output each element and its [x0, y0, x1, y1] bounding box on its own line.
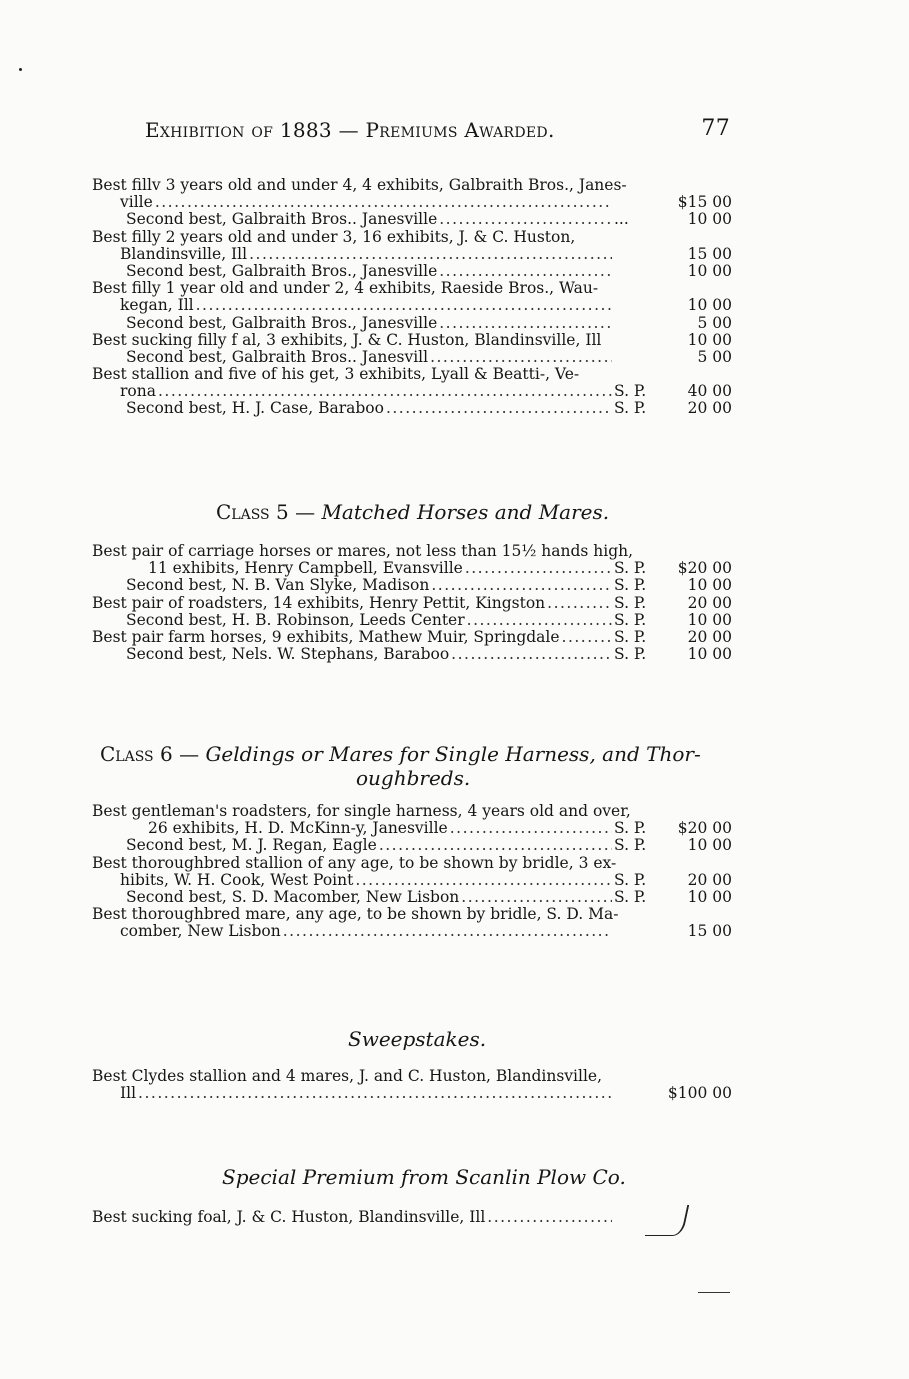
dot-leader: [386, 400, 612, 417]
dot-leader: [431, 577, 612, 594]
premium-entry: [92, 612, 732, 629]
premium-entry: [92, 837, 732, 854]
dot-leader: [451, 646, 612, 663]
dot-leader: [138, 1085, 612, 1102]
premium-entry: [92, 889, 732, 906]
entry-text: Best pair of roadsters, 14 exhibits, Henry Pettit, Kingston: [92, 593, 546, 612]
entry-text: 11 exhibits, Henry Campbell, Evansville: [148, 559, 463, 578]
dot-leader: [155, 194, 612, 211]
sp-marker: S. P.: [614, 836, 647, 855]
footer-rule: [698, 1292, 730, 1293]
premium-amount: 10 00: [687, 576, 732, 595]
entry-continuation-line: [92, 820, 732, 837]
entry-text: Best Clydes stallion and 4 mares, J. and C. Huston, Blandinsville,: [92, 1067, 603, 1085]
dot-leader: [547, 595, 612, 612]
premium-amount: 20 00: [687, 627, 732, 646]
premium-amount: 10 00: [687, 836, 732, 855]
entry-text: Second best, S. D. Macomber, New Lisbon: [126, 887, 460, 906]
class6-title-cont: oughbreds.: [356, 766, 471, 790]
entry-continuation-line: [92, 383, 732, 400]
entry-line: [92, 211, 732, 228]
sp-marker: S. P.: [614, 610, 647, 629]
dot-leader: [467, 612, 612, 629]
premium-amount: 5 00: [697, 313, 732, 332]
entry-line: [92, 612, 732, 629]
premium-entry: [92, 543, 732, 577]
entry-continuation-line: [92, 872, 732, 889]
entry-line: [92, 595, 732, 612]
premium-amount: 20 00: [687, 399, 732, 418]
entry-continuation-line: [92, 246, 732, 263]
premium-amount: 10 00: [687, 887, 732, 906]
premium-entry: [92, 803, 732, 837]
entry-line: [92, 906, 732, 923]
entry-text: Blandinsville, Ill: [120, 244, 248, 263]
sp-marker: S. P.: [614, 559, 647, 578]
entry-line: [92, 646, 732, 663]
special-premium-heading: Special Premium from Scanlin Plow Co.: [222, 1165, 626, 1189]
premium-entry: [92, 332, 732, 349]
sp-marker: ...: [614, 210, 629, 229]
entry-text: Second best, Nels. W. Stephans, Baraboo: [126, 645, 450, 664]
premium-list-sweepstakes: [92, 1068, 732, 1102]
sp-marker: S. P.: [614, 382, 647, 401]
entry-continuation-line: [92, 923, 732, 940]
entry-text: Best filly 1 year old and under 2, 4 exhibits, Raeside Bros., Wau-: [92, 279, 599, 298]
premium-entry: [92, 577, 732, 594]
entry-text: kegan, Ill: [120, 296, 194, 315]
entry-text: Second best, H. J. Case, Baraboo: [126, 399, 384, 418]
dot-leader: [430, 349, 612, 366]
sweepstakes-heading: Sweepstakes.: [348, 1027, 487, 1051]
premium-amount: 20 00: [687, 593, 732, 612]
entry-line: [92, 349, 732, 366]
dot-leader: [196, 297, 612, 314]
premium-amount: $20 00: [677, 819, 732, 838]
premium-list-class6: [92, 803, 732, 941]
premium-amount: 10 00: [687, 610, 732, 629]
entry-text: Second best, Galbraith Bros., Janesville: [126, 313, 438, 332]
premium-amount: 10 00: [687, 645, 732, 664]
entry-text: Best pair farm horses, 9 exhibits, Mathew Muir, Springdale: [92, 627, 560, 646]
entry-line: [92, 229, 732, 246]
ink-speck: [19, 68, 22, 71]
entry-line: [92, 543, 732, 560]
premium-amount: 20 00: [687, 870, 732, 889]
premium-amount: 40 00: [687, 382, 732, 401]
entry-text: rona: [120, 382, 156, 401]
premium-entry: [92, 263, 732, 280]
sp-marker: S. P.: [614, 870, 647, 889]
premium-amount: 10 00: [687, 261, 732, 280]
entry-text: 26 exhibits, H. D. McKinn-y, Janesville: [148, 819, 448, 838]
dot-leader: [487, 1209, 612, 1226]
entry-text: ville: [120, 193, 153, 212]
premium-entry: [92, 629, 732, 646]
class6-heading: [100, 742, 740, 790]
entry-line: [92, 1068, 732, 1085]
dot-leader: [158, 383, 612, 400]
entry-text: Best thoroughbred mare, any age, to be shown by bridle, S. D. Ma-: [92, 905, 619, 924]
sp-marker: S. P.: [614, 645, 647, 664]
entry-continuation-line: [92, 560, 732, 577]
dot-leader: [562, 629, 612, 646]
dot-leader: [283, 923, 612, 940]
sp-marker: S. P.: [614, 887, 647, 906]
entry-text: Best stallion and five of his get, 3 exhibits, Lyall & Beatti-, Ve-: [92, 365, 580, 384]
entry-text: Second best, Galbraith Bros.. Janesvill: [126, 347, 429, 366]
entry-text: Best filly 2 years old and under 3, 16 exhibits, J. & C. Huston,: [92, 227, 576, 246]
entry-text: Best fillv 3 years old and under 4, 4 exhibits, Galbraith Bros., Janes-: [92, 176, 627, 194]
dot-leader: [439, 211, 612, 228]
entry-line: [92, 837, 732, 854]
entry-line: [92, 577, 732, 594]
class5-heading: [216, 500, 609, 524]
premium-amount: 15 00: [687, 922, 732, 941]
entry-line: [92, 315, 732, 332]
dot-leader: [379, 837, 612, 854]
premium-entry: [92, 229, 732, 263]
entry-text: Best sucking filly f al, 3 exhibits, J. & C. Huston, Blandinsville, Ill: [92, 330, 602, 349]
premium-entry: [92, 400, 732, 417]
entry-text: Best sucking foal, J. & C. Huston, Blandinsville, Ill: [92, 1208, 486, 1226]
premium-list-class5: [92, 543, 732, 663]
premium-amount: $100 00: [667, 1084, 732, 1103]
premium-list-special: [92, 1209, 732, 1226]
entry-line: [92, 280, 732, 297]
page-header-title: Exhibition of 1883 — Premiums Awarded.: [145, 118, 555, 142]
sp-marker: S. P.: [614, 627, 647, 646]
entry-line: [92, 629, 732, 646]
premium-entry: [92, 211, 732, 228]
dot-leader: [465, 560, 612, 577]
entry-text: Second best, H. B. Robinson, Leeds Center: [126, 610, 465, 629]
entry-text: Best thoroughbred stallion of any age, to be shown by bridle, 3 ex-: [92, 853, 617, 872]
premium-entry: [92, 855, 732, 889]
dot-leader: [355, 872, 612, 889]
premium-entry: [92, 646, 732, 663]
entry-text: Second best, M. J. Regan, Eagle: [126, 836, 377, 855]
handwritten-bracket-mark: [645, 1205, 690, 1236]
class5-number: Class 5 —: [216, 500, 316, 524]
sp-marker: S. P.: [614, 576, 647, 595]
class6-number: Class 6 —: [100, 742, 200, 766]
class5-title: Matched Horses and Mares.: [321, 500, 610, 524]
running-header: [145, 118, 730, 148]
entry-text: Second best, N. B. Van Slyke, Madison: [126, 576, 430, 595]
entry-line: [92, 855, 732, 872]
premium-amount: 10 00: [687, 330, 732, 349]
premium-entry: [92, 315, 732, 332]
premium-amount: 10 00: [687, 296, 732, 315]
premium-entry: [92, 366, 732, 400]
entry-text: Second best, Galbraith Bros., Janesville: [126, 261, 438, 280]
premium-entry: [92, 906, 732, 940]
entry-continuation-line: [92, 1085, 732, 1102]
entry-text: Best gentleman's roadsters, for single harness, 4 years old and over,: [92, 802, 631, 820]
premium-amount: $20 00: [677, 559, 732, 578]
entry-text: hibits, W. H. Cook, West Point: [120, 870, 354, 889]
entry-line: [92, 400, 732, 417]
dot-leader: [450, 820, 612, 837]
premium-entry: [92, 595, 732, 612]
sp-marker: S. P.: [614, 819, 647, 838]
entry-line: [92, 803, 732, 820]
entry-text: Best pair of carriage horses or mares, not less than 15½ hands high,: [92, 542, 634, 560]
entry-text: comber, New Lisbon: [120, 922, 281, 941]
entry-continuation-line: [92, 194, 732, 211]
page-number: 77: [701, 116, 730, 141]
premium-amount: 15 00: [687, 244, 732, 263]
premium-amount: 5 00: [697, 347, 732, 366]
premium-entry: [92, 177, 732, 211]
entry-line: [92, 263, 732, 280]
entry-text: Ill: [120, 1084, 137, 1103]
dot-leader: [439, 263, 612, 280]
premium-amount: $15 00: [677, 193, 732, 212]
entry-line: [92, 177, 732, 194]
premium-entry: [92, 280, 732, 314]
dot-leader: [461, 889, 612, 906]
entry-line: [92, 366, 732, 383]
premium-list-class4-continued: [92, 177, 732, 418]
premium-entry: [92, 349, 732, 366]
dot-leader: [439, 315, 612, 332]
entry-line: [92, 889, 732, 906]
premium-entry: [92, 1068, 732, 1102]
dot-leader: [249, 246, 612, 263]
premium-entry: [92, 1209, 732, 1226]
entry-line: [92, 332, 732, 349]
premium-amount: 10 00: [687, 210, 732, 229]
sp-marker: S. P.: [614, 399, 647, 418]
class6-title: Geldings or Mares for Single Harness, and Thor-: [205, 742, 701, 766]
entry-line: [92, 1209, 732, 1226]
sp-marker: S. P.: [614, 593, 647, 612]
entry-continuation-line: [92, 297, 732, 314]
entry-text: Second best, Galbraith Bros.. Janesville: [126, 210, 438, 229]
